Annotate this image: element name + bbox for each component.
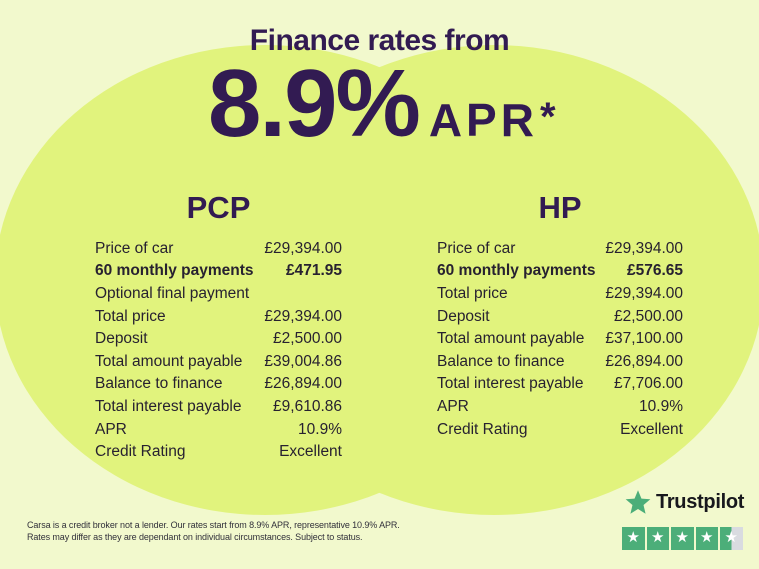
trustpilot-star-box [696, 527, 719, 550]
row-label: Credit Rating [95, 443, 186, 461]
finance-row [437, 396, 683, 419]
row-value: £29,394.00 [605, 239, 683, 257]
row-value: 10.9% [298, 420, 342, 438]
row-value: £29,394.00 [264, 239, 342, 257]
row-label: Total price [95, 307, 166, 325]
row-value: £29,394.00 [264, 307, 342, 325]
finance-row [437, 328, 683, 351]
finance-row [437, 305, 683, 328]
trustpilot-star-box [671, 527, 694, 550]
row-value: £471.95 [285, 262, 342, 280]
headline-rate [208, 50, 556, 157]
row-label: Balance to finance [437, 352, 565, 370]
trustpilot-star-icon [625, 489, 651, 515]
pcp-column [95, 192, 342, 463]
hp-rows [437, 238, 683, 441]
finance-row [95, 396, 342, 419]
finance-row [437, 260, 683, 283]
finance-row [95, 305, 342, 328]
star-icon: ★ [651, 529, 665, 546]
disclaimer-text [27, 519, 447, 543]
row-label: 60 monthly payments [95, 262, 254, 280]
row-value: £26,894.00 [605, 352, 683, 370]
page-title: Finance rates from [249, 24, 510, 57]
trustpilot-logo[interactable] [625, 489, 744, 515]
row-value: Excellent [620, 420, 683, 438]
trustpilot-star-box [622, 527, 645, 550]
star-icon: ★ [700, 529, 714, 546]
trustpilot-wordmark: Trustpilot [656, 490, 745, 513]
row-label: Optional final payment [95, 285, 250, 303]
row-label: Price of car [437, 239, 516, 257]
finance-row [95, 260, 342, 283]
row-value: £29,394.00 [605, 285, 683, 303]
finance-row [437, 351, 683, 374]
rate-value: 8.9% [208, 50, 419, 157]
disclaimer-line-2: Rates may differ as they are dependant on individual circumstances. Subject to status. [27, 532, 363, 542]
row-label: Credit Rating [437, 420, 528, 438]
row-label: Deposit [95, 330, 148, 348]
row-value: £576.65 [626, 262, 683, 280]
finance-row [95, 238, 342, 261]
row-value: Excellent [279, 443, 342, 461]
pcp-heading: PCP [186, 190, 251, 225]
row-label: 60 monthly payments [437, 262, 596, 280]
finance-row [437, 373, 683, 396]
rate-suffix: APR [428, 94, 538, 146]
rate-asterisk: * [539, 95, 556, 139]
row-label: Total amount payable [437, 330, 585, 348]
finance-row [437, 283, 683, 306]
star-icon: ★ [626, 529, 640, 546]
pcp-rows [95, 238, 342, 464]
row-value: £26,894.00 [264, 375, 342, 393]
finance-row [95, 351, 342, 374]
row-label: Total interest payable [95, 398, 242, 415]
trustpilot-star-box [647, 527, 670, 550]
row-value: £37,100.00 [605, 330, 683, 348]
row-label: APR [437, 398, 469, 415]
star-icon: ★ [675, 529, 689, 546]
finance-row [95, 328, 342, 351]
row-label: APR [95, 420, 127, 438]
star-icon: ★ [724, 529, 738, 546]
row-value: £2,500.00 [614, 307, 683, 325]
finance-row [437, 238, 683, 261]
hp-heading: HP [538, 190, 582, 225]
finance-row [95, 441, 342, 464]
trustpilot-star-box [720, 527, 743, 550]
row-value: £2,500.00 [273, 330, 342, 348]
finance-row [95, 373, 342, 396]
finance-row [95, 418, 342, 441]
trustpilot-rating-stars[interactable] [622, 527, 743, 550]
hp-column [437, 192, 683, 441]
row-value: £39,004.86 [264, 352, 342, 370]
row-label: Total interest payable [437, 375, 584, 393]
row-label: Deposit [437, 307, 490, 325]
row-value: £7,706.00 [614, 375, 683, 393]
disclaimer-line-1: Carsa is a credit broker not a lender. Our rates start from 8.9% APR, representative 10.9% APR. [27, 520, 400, 530]
row-label: Total price [437, 285, 508, 303]
row-value: 10.9% [639, 398, 683, 415]
finance-row [437, 418, 683, 441]
row-label: Balance to finance [95, 375, 223, 393]
row-value: £9,610.86 [273, 398, 342, 415]
finance-row [95, 283, 342, 306]
row-label: Total amount payable [95, 352, 243, 370]
row-label: Price of car [95, 239, 174, 257]
